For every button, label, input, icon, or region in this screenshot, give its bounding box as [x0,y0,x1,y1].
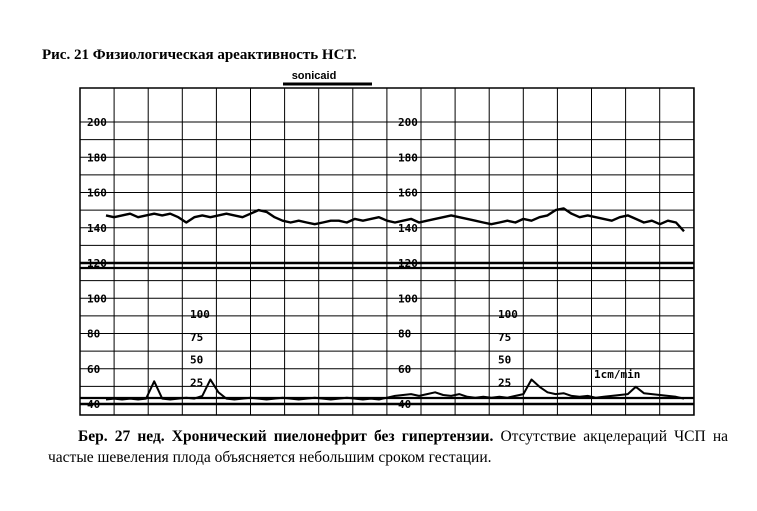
fhr-tick-label: 100 [87,292,107,306]
fhr-tick-label: 160 [398,186,418,200]
toco-tick-label: 100 [498,308,518,321]
chart-speed-label: 1cm/min [594,368,641,381]
toco-tick-label: 50 [498,353,512,367]
fhr-tick-label: 200 [398,116,418,129]
fhr-tick-label: 180 [87,151,107,165]
figure-title: Рис. 21 Физиологическая ареактивность НСТ. [42,47,357,63]
caption-lead: Бер. 27 нед. Хронический пиелонефрит без гипертензии. [78,428,494,445]
fhr-tick-label: 80 [398,327,412,341]
toco-tick-label: 75 [498,330,512,344]
figure-caption [48,426,728,468]
fhr-tick-label: 120 [398,257,418,270]
toco-tick-label: 25 [190,376,204,390]
fhr-tick-label: 80 [87,327,101,341]
fhr-tick-label: 140 [87,221,107,235]
fhr-tick-label: 120 [87,257,107,270]
fhr-tick-label: 100 [398,292,418,306]
sonicaid-label: sonicaid [291,70,337,82]
fhr-tick-label: 60 [398,362,412,376]
sonicaid-header [283,70,372,84]
fhr-tick-label: 160 [87,186,107,200]
fhr-tick-label: 40 [87,398,101,411]
toco-tick-label: 100 [190,308,210,321]
toco-tick-label: 75 [190,330,204,344]
fhr-tick-label: 40 [398,398,412,411]
toco-tick-label: 50 [190,353,204,367]
fhr-tick-label: 200 [87,116,107,129]
chart-grid [80,88,694,415]
toco-tick-label: 25 [498,376,512,390]
fhr-tick-label: 60 [87,362,101,376]
fhr-tick-label: 180 [398,151,418,165]
caption-text: Отсутствие акцелераций ЧСП на частые шевеления плода объясняется небольшим сроком гестации. [48,428,729,466]
toco-axis-labels [190,308,518,389]
fhr-tick-label: 140 [398,221,418,235]
